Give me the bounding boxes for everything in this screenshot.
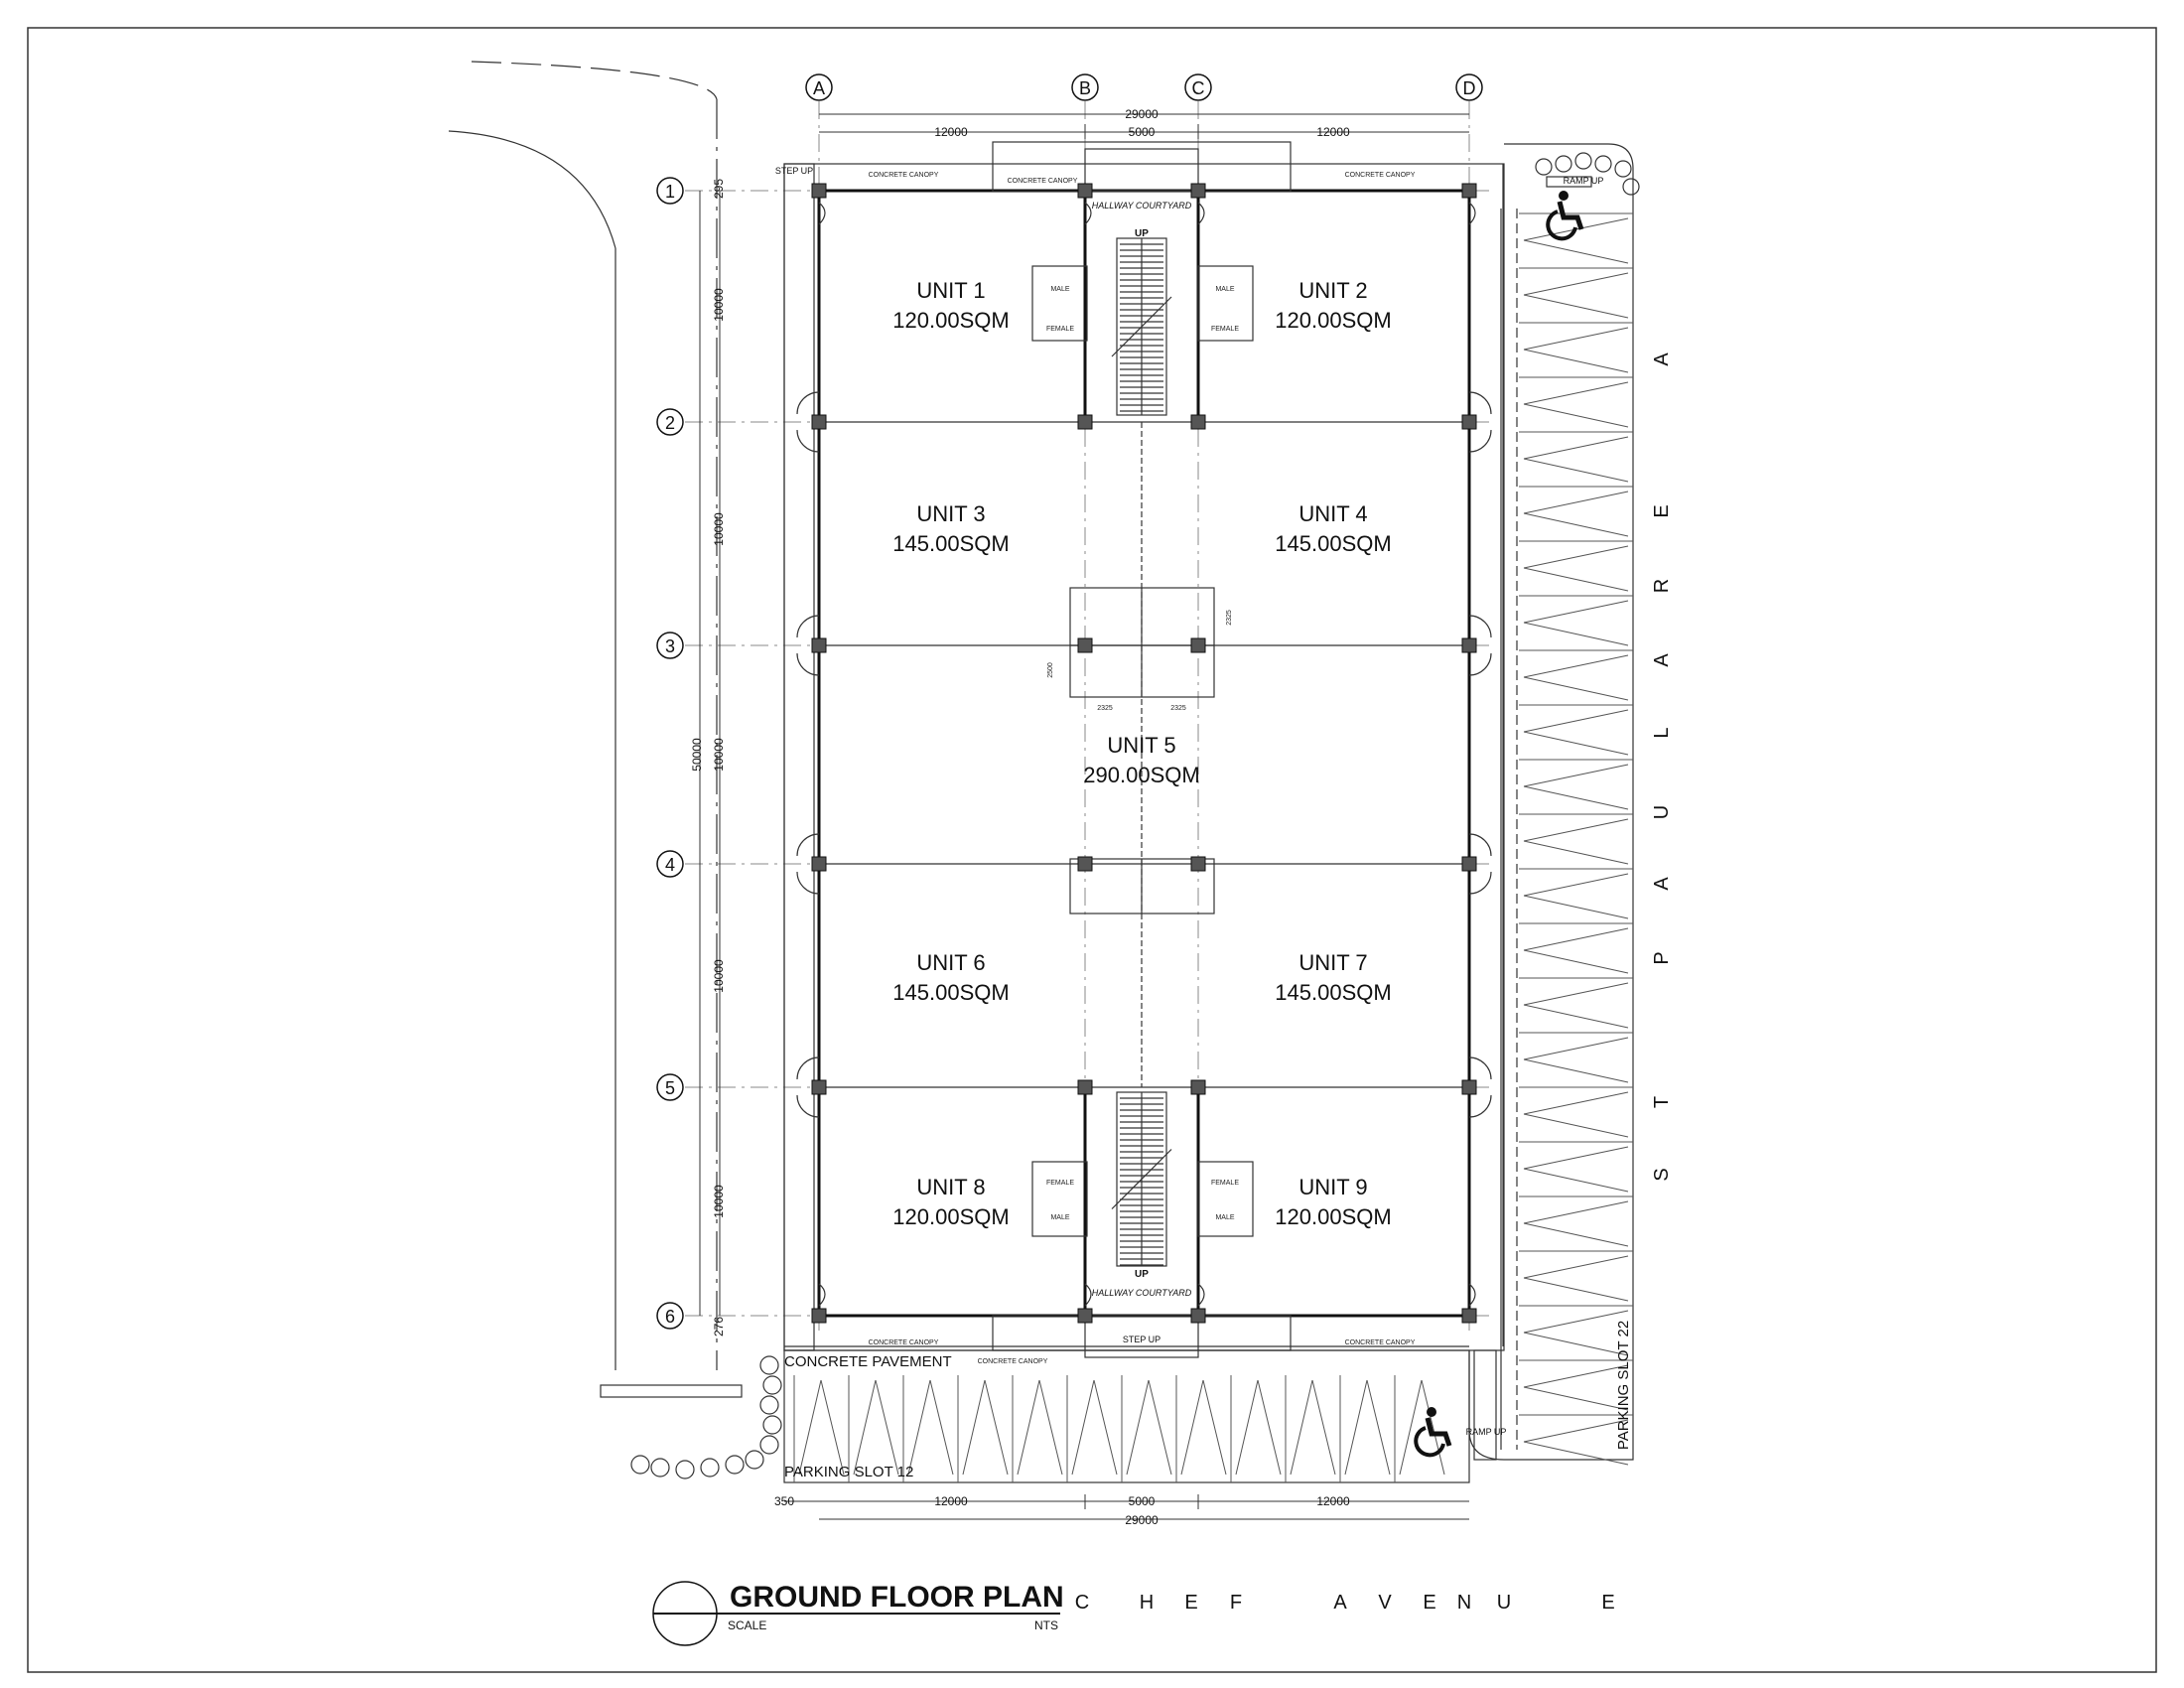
toilet-label-female-2: FEMALE	[1210, 326, 1240, 333]
dim-top-total: 29000	[1125, 107, 1159, 121]
grid-col-label: B	[1078, 78, 1092, 98]
toilet-label-female-9: FEMALE	[1210, 1180, 1240, 1187]
scale-value: NTS	[1034, 1618, 1058, 1632]
street-letter: E	[1423, 1592, 1436, 1614]
dim-top-edge: 295	[712, 178, 726, 200]
unit-area: 120.00SQM	[1275, 308, 1392, 333]
unit-name: UNIT 3	[916, 501, 986, 526]
canopy-label-top-1: CONCRETE CANOPY	[1007, 178, 1078, 185]
grid-bubble-col-D	[1456, 74, 1482, 100]
grid-row-label: 5	[664, 1078, 676, 1098]
toilet-label-male-1: MALE	[1050, 286, 1070, 293]
canopy-label-top-3: CONCRETE CANOPY	[1344, 172, 1416, 179]
street-letter: F	[1229, 1592, 1243, 1614]
step-up-bottom: STEP UP	[1122, 1335, 1161, 1344]
street-letter: U	[1651, 804, 1673, 820]
street-letter: V	[1378, 1592, 1392, 1614]
street-letter: T	[1651, 1095, 1673, 1109]
dim-bottom-offset: 350	[773, 1494, 795, 1508]
street-letter: N	[1456, 1592, 1472, 1614]
unit-6-label	[892, 950, 1009, 1005]
toilet-dim-b: 2500	[1047, 662, 1054, 678]
street-letter: C	[1074, 1592, 1090, 1614]
grid-bubble-col-B	[1072, 74, 1098, 100]
street-letter: A	[1333, 1592, 1347, 1614]
unit-3-label	[892, 501, 1009, 556]
toilet-dim-d: 2325	[1170, 705, 1186, 712]
accessible-parking-icon-bottom	[1416, 1407, 1449, 1455]
canopy-label-top-2: CONCRETE CANOPY	[868, 172, 939, 179]
unit-name: UNIT 4	[1298, 501, 1368, 526]
grid-bubble-row-4	[657, 851, 683, 877]
grid-col-label: A	[812, 78, 826, 98]
concrete-pavement-label: CONCRETE PAVEMENT	[784, 1353, 952, 1370]
unit-area: 145.00SQM	[1275, 531, 1392, 556]
drawing-title: GROUND FLOOR PLAN	[730, 1581, 1064, 1614]
toilet-dim-c: 2325	[1097, 705, 1113, 712]
unit-area: 120.00SQM	[892, 1204, 1010, 1229]
canopy-label-bot-1: CONCRETE CANOPY	[868, 1339, 939, 1346]
dim-bottom-mid: 5000	[1128, 1494, 1156, 1508]
dim-bottom-right: 12000	[1316, 1494, 1350, 1508]
unit-name: UNIT 6	[916, 950, 986, 975]
unit-area: 145.00SQM	[1275, 980, 1392, 1005]
dim-top-right: 12000	[1316, 125, 1350, 139]
unit-area: 145.00SQM	[892, 531, 1010, 556]
toilet-label-female-1: FEMALE	[1045, 326, 1075, 333]
street-letter: E	[1601, 1592, 1615, 1614]
grid-bubbles	[657, 74, 1482, 1329]
grid-row-label: 1	[664, 182, 676, 202]
street-letter: E	[1651, 504, 1673, 518]
street-letter: H	[1139, 1592, 1155, 1614]
dim-bottom-edge: 276	[712, 1316, 726, 1337]
dim-left-bay-2: 10000	[712, 512, 726, 546]
up-label-top: UP	[1135, 228, 1149, 239]
ramp-up-top: RAMP UP	[1563, 176, 1604, 186]
dim-left-total: 50000	[690, 738, 704, 772]
grid-bubble-row-2	[657, 409, 683, 435]
street-letter: P	[1651, 951, 1673, 965]
grid-bubble-col-C	[1185, 74, 1211, 100]
grid-bubble-row-6	[657, 1303, 683, 1329]
unit-7-label	[1275, 950, 1391, 1005]
unit-area: 120.00SQM	[892, 308, 1010, 333]
step-up-top-left: STEP UP	[774, 166, 814, 176]
up-label-bottom: UP	[1135, 1269, 1149, 1280]
right-parking	[1469, 144, 1633, 1465]
street-letter: U	[1496, 1592, 1512, 1614]
street-letter: R	[1651, 578, 1673, 594]
stair-top	[1112, 238, 1171, 415]
dim-top-mid: 5000	[1128, 125, 1156, 139]
unit-8-label	[892, 1175, 1009, 1229]
scale-label: SCALE	[728, 1618, 767, 1632]
dim-left-bay-3: 10000	[712, 738, 726, 772]
ramp-up-bottom: RAMP UP	[1465, 1427, 1507, 1437]
dim-top-left: 12000	[934, 125, 968, 139]
unit-area: 290.00SQM	[1083, 763, 1200, 787]
grid-col-label: C	[1191, 78, 1205, 98]
parking-slot-12-label: PARKING SLOT 12	[784, 1464, 914, 1480]
hallway-courtyard-bottom: HALLWAY COURTYARD	[1091, 1288, 1192, 1298]
unit-name: UNIT 5	[1107, 733, 1176, 758]
unit-4-label	[1275, 501, 1391, 556]
canopy-label-bot-2: CONCRETE CANOPY	[1344, 1339, 1416, 1346]
dim-left-bay-5: 10000	[712, 1185, 726, 1218]
grid-bubble-row-3	[657, 633, 683, 658]
toilet-label-male-2: MALE	[1215, 286, 1235, 293]
sheet-border	[28, 28, 2156, 1672]
dim-left-bay-1: 10000	[712, 288, 726, 322]
street-letter: E	[1184, 1592, 1198, 1614]
title-block	[653, 1581, 1064, 1645]
street-letter: A	[1651, 877, 1673, 891]
dim-bottom-total: 29000	[1125, 1513, 1159, 1527]
grid-col-label: D	[1462, 78, 1476, 98]
street-letter: L	[1651, 727, 1673, 739]
unit-name: UNIT 9	[1298, 1175, 1368, 1199]
left-road-curve	[449, 62, 742, 1397]
street-letter: S	[1651, 1168, 1673, 1182]
toilet-dim-a: 2325	[1226, 610, 1233, 626]
street-letter: A	[1651, 653, 1673, 667]
unit-name: UNIT 1	[916, 278, 986, 303]
grid-row-label: 4	[664, 855, 676, 875]
dim-bottom-left: 12000	[934, 1494, 968, 1508]
unit-area: 145.00SQM	[892, 980, 1010, 1005]
parking-slot-22-label: PARKING SLOT 22	[1615, 1320, 1632, 1451]
street-letter: A	[1651, 352, 1673, 366]
hallway-courtyard-top: HALLWAY COURTYARD	[1091, 201, 1192, 211]
unit-name: UNIT 2	[1298, 278, 1368, 303]
grid-row-label: 3	[664, 636, 676, 656]
unit-5-label	[1083, 733, 1199, 787]
street-name-right	[1651, 352, 1673, 1182]
grid-row-label: 6	[664, 1307, 676, 1327]
unit-1-label	[892, 278, 1009, 333]
grid-bubble-row-1	[657, 178, 683, 204]
unit-9-label	[1275, 1175, 1391, 1229]
street-name-bottom	[1075, 1592, 1615, 1614]
unit-name: UNIT 7	[1298, 950, 1368, 975]
unit-name: UNIT 8	[916, 1175, 986, 1199]
stair-bottom	[1112, 1092, 1171, 1266]
toilet-label-male-8: MALE	[1050, 1214, 1070, 1221]
toilet-label-female-8: FEMALE	[1045, 1180, 1075, 1187]
grid-bubble-col-A	[806, 74, 832, 100]
dim-left-bay-4: 10000	[712, 959, 726, 993]
unit-area: 120.00SQM	[1275, 1204, 1392, 1229]
canopy-label-bot-3: CONCRETE CANOPY	[977, 1358, 1048, 1365]
toilet-label-male-9: MALE	[1215, 1214, 1235, 1221]
grid-bubble-row-5	[657, 1074, 683, 1100]
unit-2-label	[1275, 278, 1391, 333]
grid-row-label: 2	[664, 413, 676, 433]
